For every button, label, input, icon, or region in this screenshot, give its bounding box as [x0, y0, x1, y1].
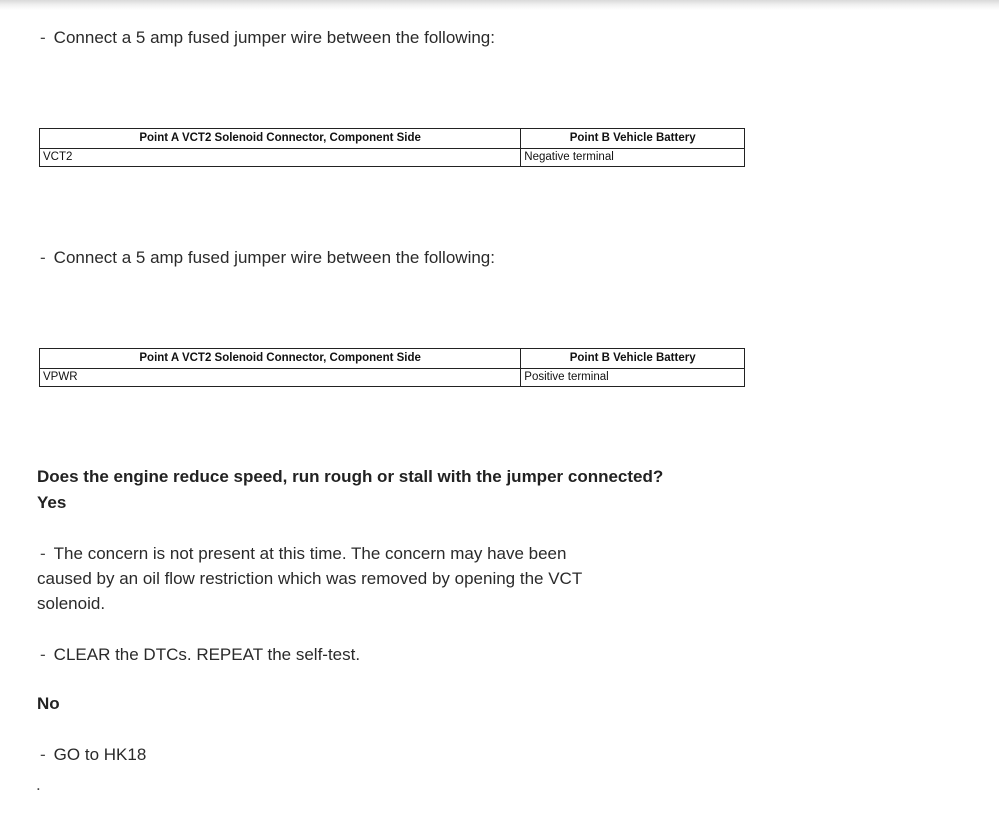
table-row	[40, 149, 745, 167]
stray-mark: .	[36, 775, 41, 794]
yes-note	[37, 541, 617, 616]
header-point-a: Point A VCT2 Solenoid Connector, Component Side	[40, 349, 521, 369]
no-label: No	[37, 694, 60, 713]
instruction-step-1-text: Connect a 5 amp fused jumper wire between the following:	[53, 28, 495, 47]
table-header-row	[40, 129, 745, 149]
yes-label: Yes	[37, 493, 67, 512]
connection-table-2	[39, 348, 745, 387]
bullet-dash: -	[40, 645, 46, 664]
yes-note-text: The concern is not present at this time. The concern may have been caused by an oil flow restriction which was removed by opening the VCT solenoid.	[37, 544, 582, 613]
top-edge-shadow	[0, 0, 999, 10]
bullet-dash: -	[40, 544, 46, 563]
bullet-dash: -	[40, 745, 46, 764]
header-point-b: Point B Vehicle Battery	[521, 129, 745, 149]
header-point-b: Point B Vehicle Battery	[521, 349, 745, 369]
cell-point-a: VPWR	[40, 369, 521, 387]
no-action-text: GO to HK18	[53, 745, 147, 764]
header-point-a: Point A VCT2 Solenoid Connector, Component Side	[40, 129, 521, 149]
bullet-dash: -	[40, 248, 46, 267]
instruction-step-1	[40, 25, 495, 50]
cell-point-a: VCT2	[40, 149, 521, 167]
connection-table-1	[39, 128, 745, 167]
cell-point-b: Negative terminal	[521, 149, 745, 167]
instruction-step-2	[40, 245, 495, 270]
no-action	[40, 742, 146, 767]
instruction-step-2-text: Connect a 5 amp fused jumper wire between the following:	[53, 248, 495, 267]
yes-action-text: CLEAR the DTCs. REPEAT the self-test.	[53, 645, 361, 664]
test-question: Does the engine reduce speed, run rough or stall with the jumper connected?	[37, 467, 664, 486]
table-header-row	[40, 349, 745, 369]
yes-action	[40, 642, 360, 667]
bullet-dash: -	[40, 28, 46, 47]
table-row	[40, 369, 745, 387]
cell-point-b: Positive terminal	[521, 369, 745, 387]
